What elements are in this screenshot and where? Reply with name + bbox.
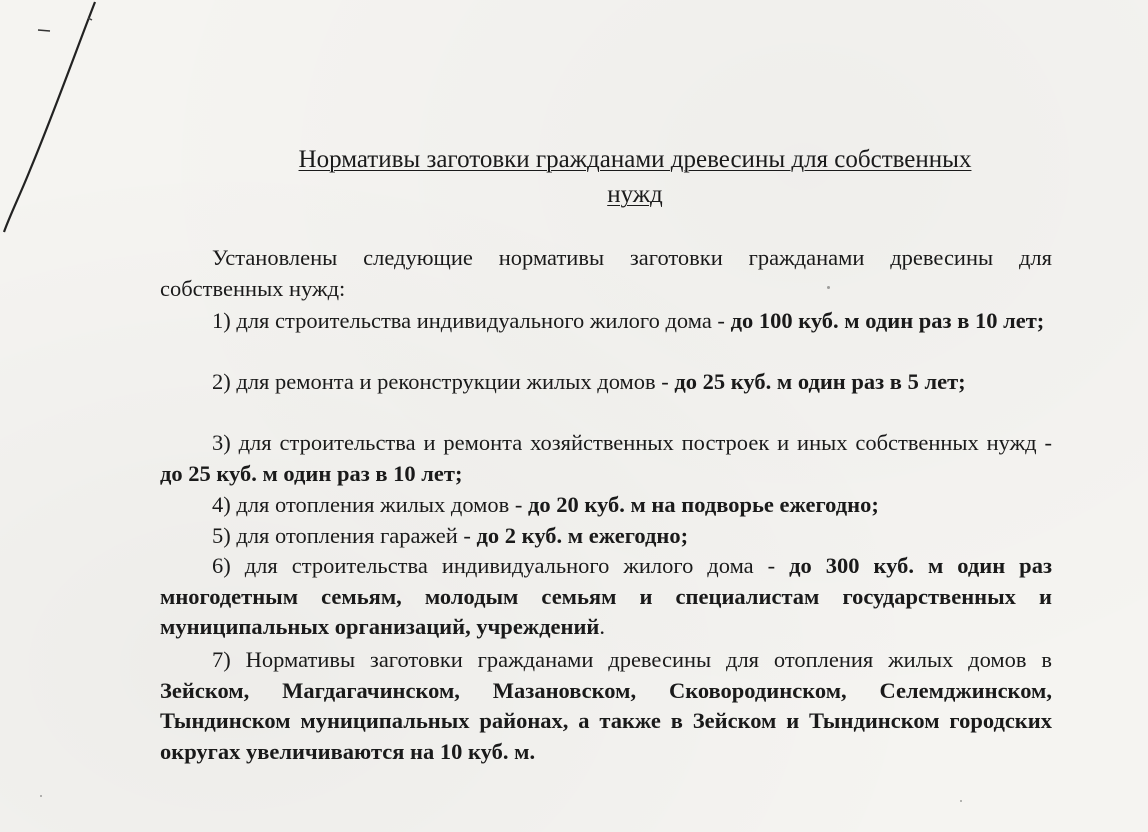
norm-item-text: 4) для отопления жилых домов - — [212, 492, 528, 517]
norm-item-tail: . — [599, 614, 606, 639]
norm-item-6 — [160, 551, 1052, 643]
norm-item-text: 5) для отопления гаражей - — [212, 523, 477, 548]
norm-item-7 — [160, 645, 1052, 767]
scan-speck — [40, 795, 42, 797]
norm-item-value: Зейском, Магдагачинском, Мазановском, Сковородинском, Селемджинском, Тындинском муниципальных районах, а также в Зейском и Тындинском городских округах увеличиваются на 10 куб. м. — [160, 677, 1052, 764]
document-title-continuation: нужд — [607, 181, 663, 208]
norm-item-text: 2) для ремонта и реконструкции жилых домов - — [212, 369, 675, 394]
norm-item-text: 7) Нормативы заготовки гражданами древесины для отопления жилых домов в — [212, 647, 1052, 672]
norm-item-value: до 20 куб. м на подворье ежегодно; — [528, 492, 879, 517]
norm-item-5 — [160, 521, 1052, 552]
scan-edge-mark — [0, 0, 120, 260]
norm-item-3 — [160, 428, 1052, 489]
norm-item-value: до 25 куб. м один раз в 10 лет; — [160, 460, 463, 486]
document-title: Нормативы заготовки гражданами древесины для собственных — [298, 146, 972, 173]
norm-item-value: до 2 куб. м ежегодно; — [476, 523, 689, 548]
scan-speck — [960, 800, 962, 802]
norm-item-text: 6) для строительства индивидуального жилого дома - — [212, 553, 790, 578]
norm-item-value: до 25 куб. м один раз в 5 лет; — [674, 369, 966, 394]
norm-item-4 — [160, 490, 1052, 521]
norm-item-text: 3) для строительства и ремонта хозяйственных построек и иных собственных нужд - — [212, 430, 1052, 455]
norm-item-text: 1) для строительства индивидуального жилого дома - — [212, 308, 731, 333]
norm-item-1 — [160, 306, 1052, 337]
scan-speck — [827, 286, 830, 289]
norm-item-2 — [160, 367, 1052, 398]
norm-item-value: до 100 куб. м один раз в 10 лет; — [730, 308, 1045, 333]
norm-item-value: до 300 куб. м один раз многодетным семьям, молодым семьям и специалистам государственных и муниципальных организаций, учреждений — [160, 553, 1052, 639]
intro-paragraph: Установлены следующие нормативы заготовки гражданами древесины для собственных нужд: — [160, 245, 1052, 301]
